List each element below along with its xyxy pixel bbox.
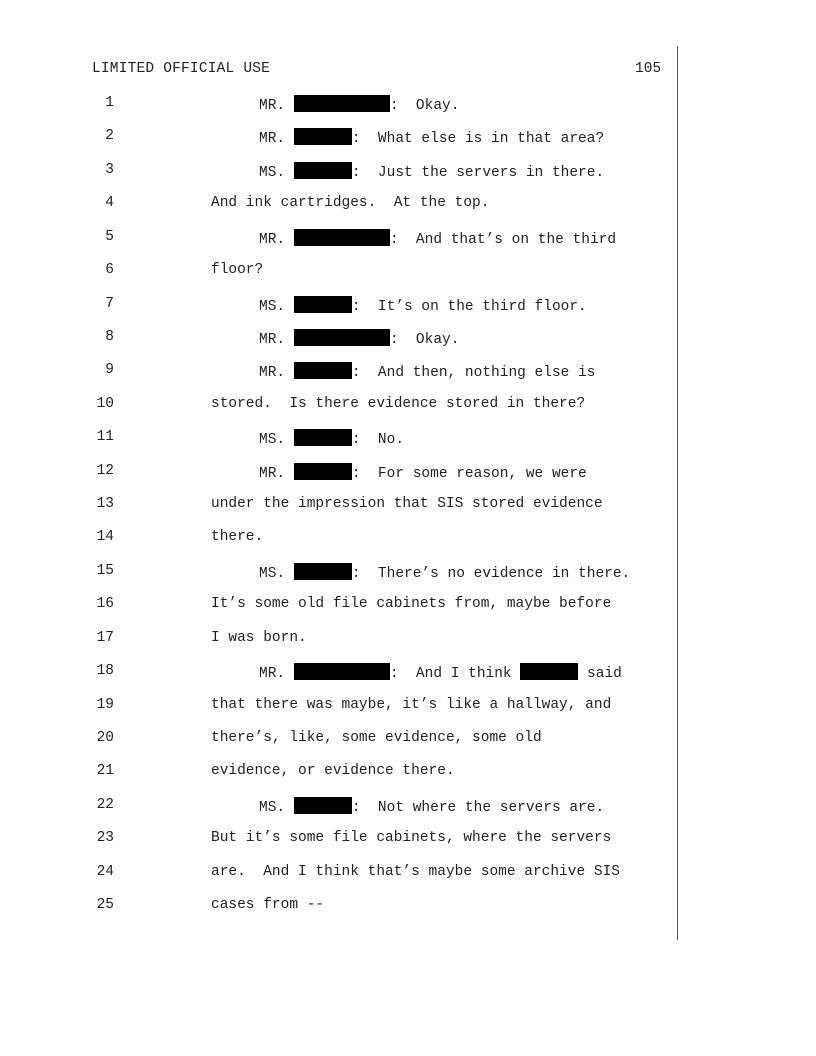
speaker-title: MS. — [259, 298, 286, 315]
redaction-block — [294, 463, 352, 480]
line-text — [259, 563, 630, 582]
redaction-block — [294, 95, 390, 112]
line-number: 20 — [96, 729, 114, 746]
line-text: And ink cartridges. At the top. — [211, 195, 490, 212]
transcript-line — [0, 763, 816, 785]
line-number: 21 — [96, 763, 114, 780]
speech-text: : Okay. — [389, 98, 460, 114]
line-number: 11 — [96, 429, 114, 446]
line-number: 2 — [105, 128, 114, 145]
line-text: are. And I think that’s maybe some archive SIS — [211, 863, 620, 880]
line-number: 15 — [96, 562, 114, 579]
line-number: 3 — [105, 161, 114, 178]
line-number: 18 — [96, 663, 114, 680]
redaction-block — [294, 663, 390, 680]
transcript-line — [0, 697, 816, 719]
redaction-block — [294, 797, 352, 814]
line-text: cases from -- — [211, 897, 325, 914]
transcript-line — [0, 429, 816, 451]
redaction-block — [294, 563, 352, 580]
redaction-block — [294, 429, 352, 446]
line-text — [259, 329, 459, 348]
line-text — [259, 162, 604, 181]
transcript-line — [0, 262, 816, 284]
transcript-line — [0, 229, 816, 251]
transcript-line — [0, 596, 816, 618]
line-number: 12 — [96, 462, 114, 479]
line-number: 23 — [96, 830, 114, 847]
line-text: But it’s some file cabinets, where the servers — [211, 830, 612, 847]
speaker-title: MR. — [259, 365, 286, 382]
line-number: 4 — [105, 195, 114, 212]
redaction-block — [294, 229, 390, 246]
line-text — [259, 128, 604, 147]
speech-text: : No. — [351, 432, 405, 449]
transcript-line — [0, 830, 816, 852]
line-text: evidence, or evidence there. — [211, 763, 455, 780]
speaker-title: MR. — [259, 231, 286, 248]
line-text: I was born. — [211, 629, 307, 646]
line-number: 24 — [96, 863, 114, 880]
transcript-line — [0, 195, 816, 217]
page-number: 105 — [635, 61, 662, 77]
line-number: 1 — [105, 95, 114, 111]
transcript-line — [0, 95, 816, 117]
transcript-line — [0, 897, 816, 919]
line-number: 13 — [96, 496, 114, 513]
transcript-line — [0, 162, 816, 184]
redaction-block — [294, 128, 352, 145]
speech-text: : Not where the servers are. — [351, 799, 605, 816]
line-text: that there was maybe, it’s like a hallway, and — [211, 696, 612, 713]
speaker-title: MS. — [259, 432, 286, 449]
line-number: 10 — [96, 395, 114, 412]
speaker-title: MR. — [259, 666, 286, 683]
line-number: 8 — [105, 328, 114, 345]
speech-text: : And I think — [389, 666, 512, 683]
speaker-title: MR. — [259, 331, 286, 348]
line-text — [259, 663, 622, 682]
line-text — [259, 463, 587, 482]
speech-text: : What else is in that area? — [351, 131, 605, 148]
transcript-line — [0, 296, 816, 318]
speech-text: : Okay. — [389, 331, 460, 348]
transcript-line — [0, 563, 816, 585]
line-text: stored. Is there evidence stored in there? — [211, 395, 586, 412]
line-number: 9 — [105, 362, 114, 379]
redaction-block — [294, 296, 352, 313]
transcript-line — [0, 630, 816, 652]
line-text — [259, 296, 587, 315]
redaction-block — [520, 663, 578, 680]
line-number: 14 — [96, 529, 114, 546]
line-number: 5 — [105, 228, 114, 245]
speech-text: : And that’s on the third — [389, 231, 617, 248]
line-text: floor? — [211, 262, 264, 279]
line-text — [259, 95, 459, 114]
transcript-line — [0, 128, 816, 150]
line-text — [259, 429, 404, 448]
transcript-line — [0, 362, 816, 384]
speech-text: : It’s on the third floor. — [351, 298, 587, 315]
speech-text: : There’s no evidence in there. — [351, 565, 631, 582]
line-number: 17 — [96, 629, 114, 646]
transcript-line — [0, 463, 816, 485]
speech-text: : Just the servers in there. — [351, 164, 605, 181]
speech-text: : For some reason, we were — [351, 465, 587, 482]
line-text: there. — [211, 529, 264, 546]
line-text: It’s some old file cabinets from, maybe before — [211, 596, 612, 613]
speaker-title: MR. — [259, 98, 286, 114]
line-text — [259, 229, 616, 248]
speech-text: said — [587, 666, 622, 683]
transcript-line — [0, 864, 816, 886]
line-number: 19 — [96, 696, 114, 713]
speech-text: : And then, nothing else is — [351, 365, 596, 382]
transcript-line — [0, 730, 816, 752]
line-text: under the impression that SIS stored evidence — [211, 496, 603, 513]
transcript-line — [0, 396, 816, 418]
speaker-title: MR. — [259, 131, 286, 148]
line-text: there’s, like, some evidence, some old — [211, 729, 542, 746]
redaction-block — [294, 362, 352, 379]
transcript-line — [0, 529, 816, 551]
transcript-line — [0, 496, 816, 518]
transcript-line — [0, 797, 816, 819]
line-number: 25 — [96, 897, 114, 914]
speaker-title: MR. — [259, 465, 286, 482]
redaction-block — [294, 162, 352, 179]
line-number: 16 — [96, 596, 114, 613]
transcript-line — [0, 329, 816, 351]
speaker-title: MS. — [259, 164, 286, 181]
classification-header: LIMITED OFFICIAL USE — [92, 61, 271, 77]
line-number: 22 — [96, 796, 114, 813]
line-number: 7 — [105, 295, 114, 312]
line-text — [259, 797, 604, 816]
speaker-title: MS. — [259, 799, 286, 816]
redaction-block — [294, 329, 390, 346]
line-text — [259, 362, 595, 381]
speaker-title: MS. — [259, 565, 286, 582]
line-number: 6 — [105, 262, 114, 279]
transcript-line — [0, 663, 816, 685]
